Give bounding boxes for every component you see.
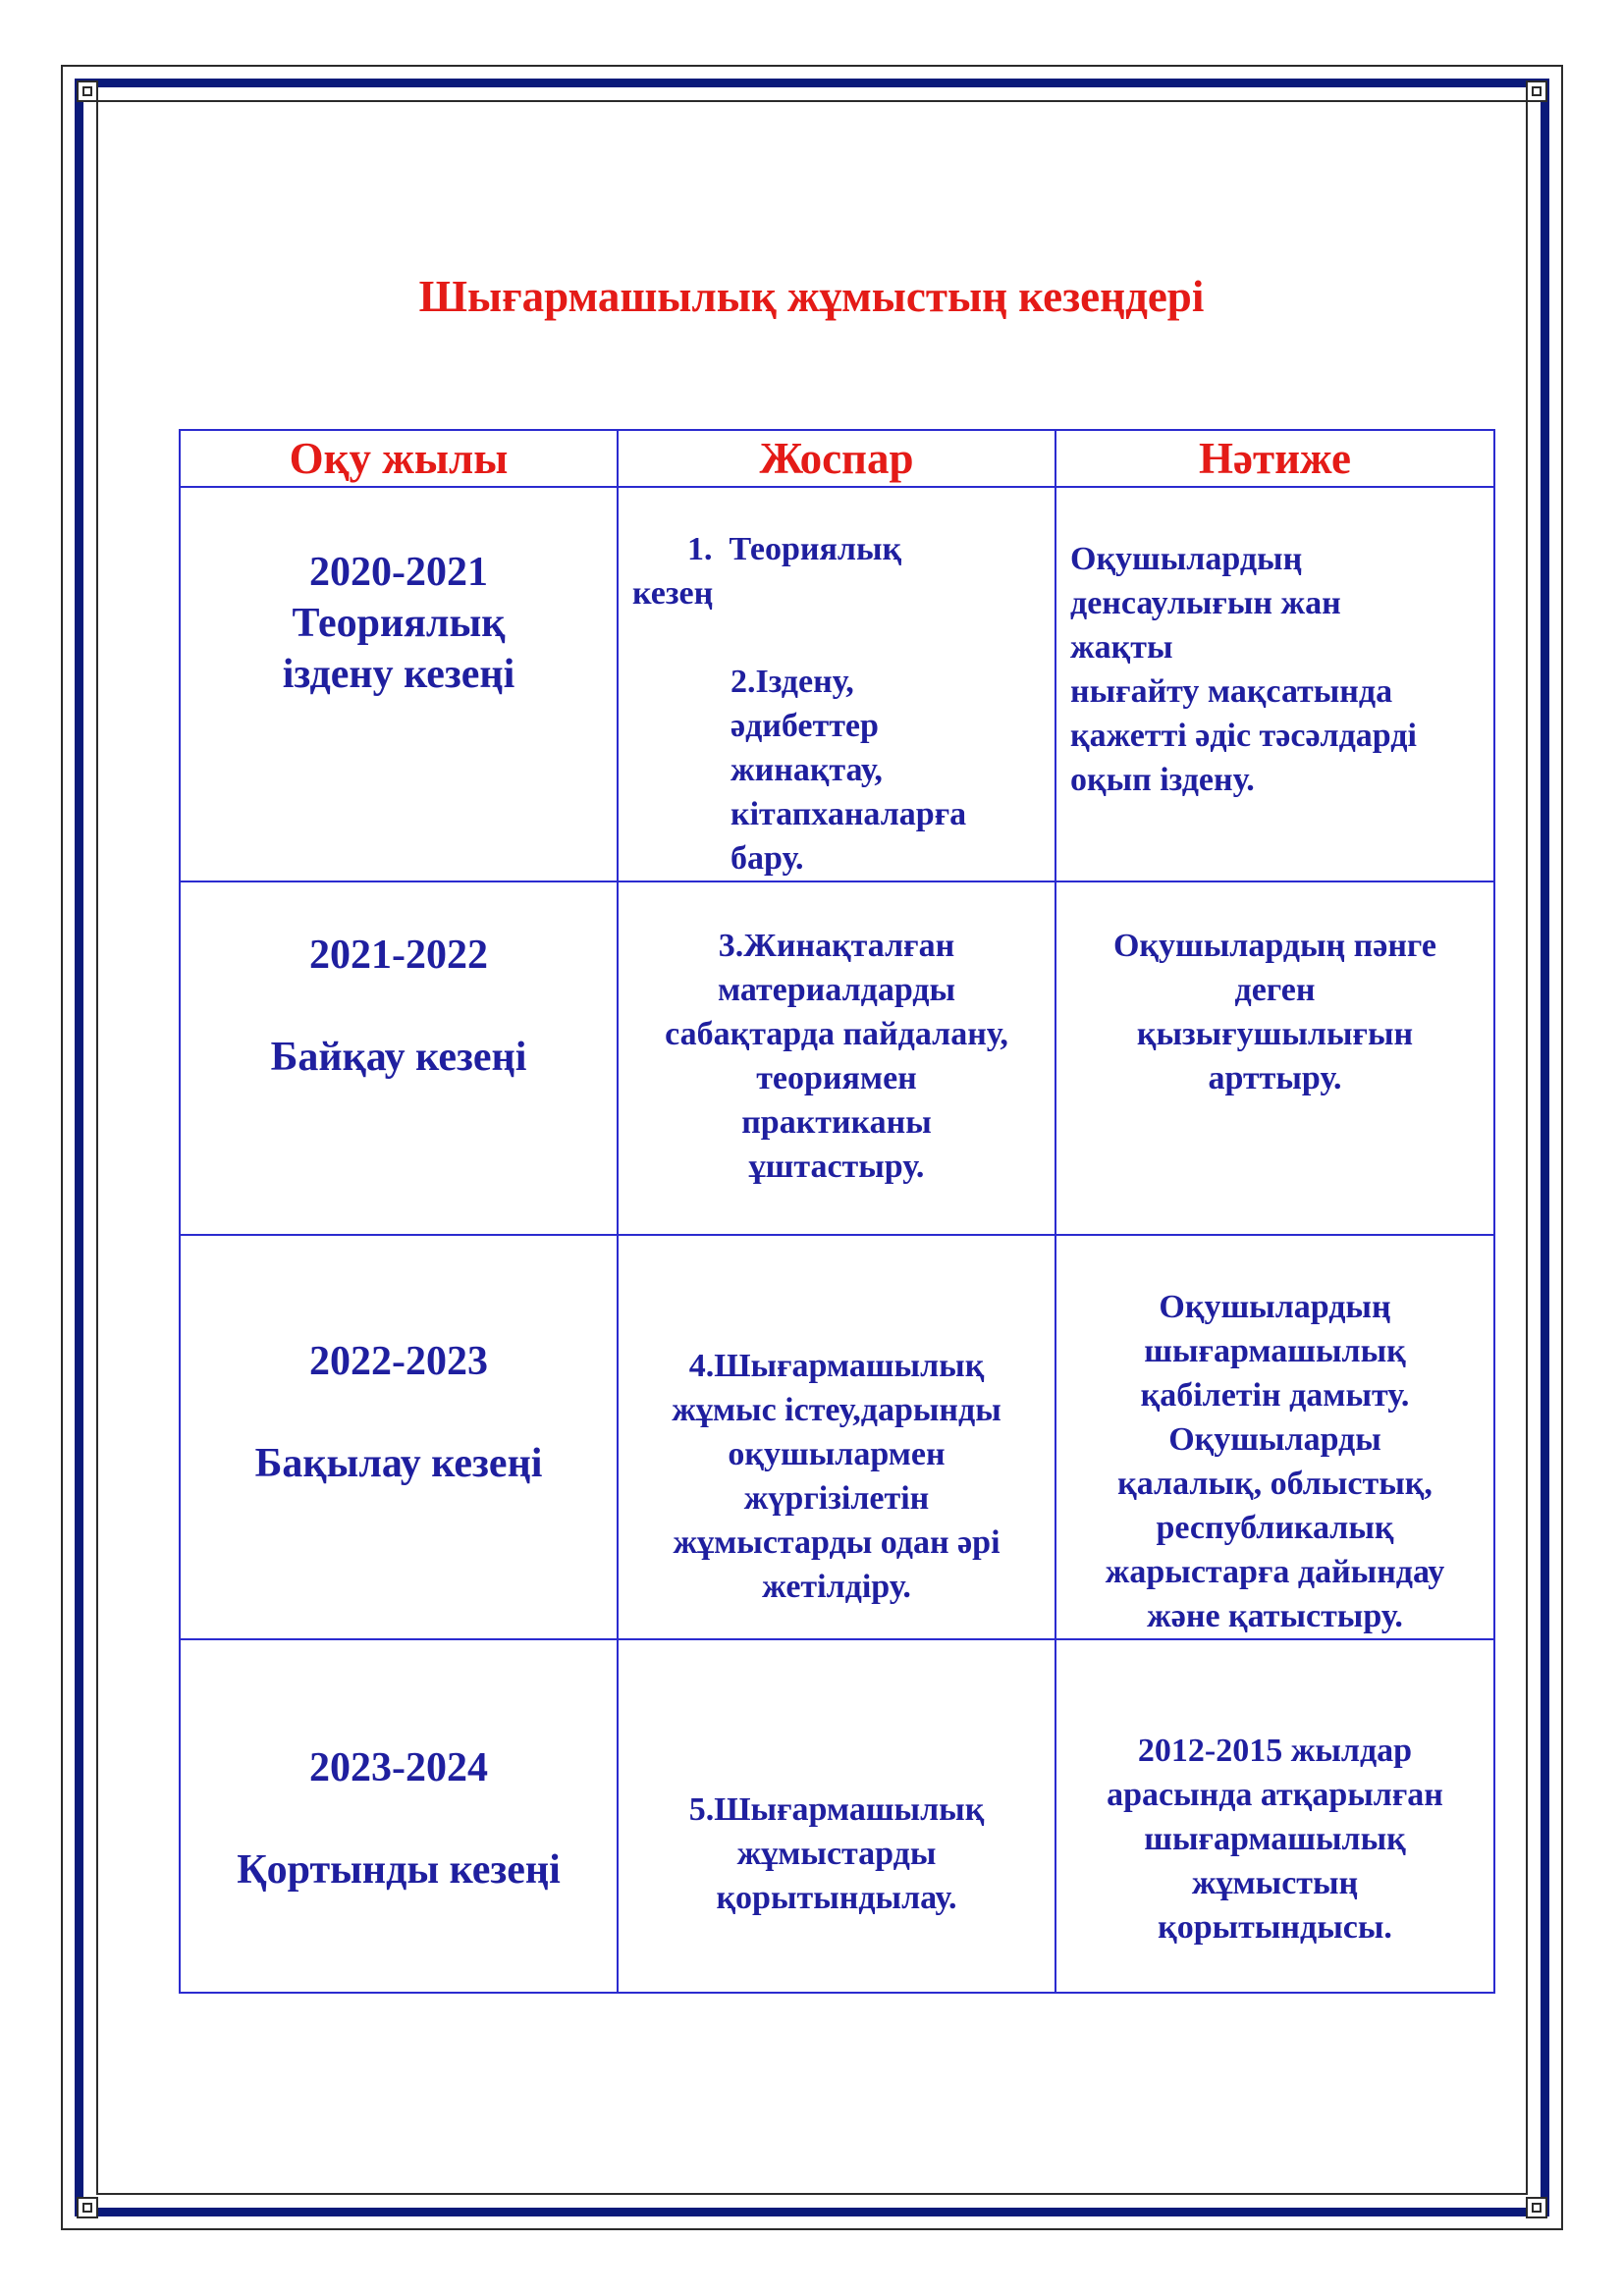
plan-line: 3.Жинақталған: [718, 928, 955, 964]
result-line: 2012-2015 жылдар: [1137, 1733, 1413, 1769]
plan-line: бару.: [730, 840, 804, 877]
result-line: және қатыстыру.: [1147, 1598, 1403, 1634]
year-cell: [180, 1639, 618, 1993]
stage-label: Теориялық: [292, 601, 506, 646]
header-result: Нәтиже: [1055, 430, 1494, 487]
plan-item-number: 1.: [687, 531, 713, 567]
year-label: 2020-2021: [309, 550, 488, 595]
plan-line: оқушылармен: [728, 1436, 946, 1472]
table-header-row: [180, 430, 1494, 487]
stage-label: іздену кезеңі: [282, 652, 515, 697]
plan-cell: [618, 1639, 1055, 1993]
table-row: [180, 487, 1494, 881]
result-line: қабілетін дамыту.: [1140, 1377, 1410, 1414]
plan-item-text: кезең: [632, 575, 714, 612]
plan-line: 4.Шығармашылық: [688, 1348, 985, 1384]
plan-cell: [618, 881, 1055, 1235]
year-cell: [180, 1235, 618, 1639]
plan-line: жұмыстарды одан әрі: [673, 1524, 1001, 1561]
corner-ornament-icon: [1526, 80, 1547, 102]
stage-label: Бақылау кезеңі: [254, 1441, 543, 1486]
result-cell: [1055, 1235, 1494, 1639]
table-row: [180, 881, 1494, 1235]
result-line: жарыстарға дайындау: [1105, 1554, 1445, 1590]
result-line: Оқушыларды: [1168, 1421, 1381, 1458]
result-line: республикалық: [1156, 1510, 1394, 1546]
plan-line: жұмыстарды: [736, 1836, 937, 1872]
year-cell: [180, 487, 618, 881]
plan-cell: [618, 487, 1055, 881]
result-line: денсаулығын жан: [1070, 585, 1341, 621]
plan-line: материалдарды: [717, 972, 956, 1008]
plan-line: 5.Шығармашылық: [688, 1791, 985, 1828]
result-cell: [1055, 881, 1494, 1235]
stage-label: Қортынды кезеңі: [237, 1847, 561, 1893]
stages-table: [179, 429, 1495, 1994]
result-cell: [1055, 1639, 1494, 1993]
plan-line: практиканы: [741, 1104, 932, 1141]
plan-item: [730, 660, 1041, 881]
result-line: шығармашылық: [1144, 1821, 1406, 1857]
result-line: оқып іздену.: [1070, 762, 1255, 798]
result-line: шығармашылық: [1144, 1333, 1406, 1369]
table-row: [180, 1639, 1494, 1993]
plan-line: жетілдіру.: [762, 1569, 911, 1605]
plan-line: жинақтау,: [730, 752, 883, 788]
result-line: Оқушылардың пәнге: [1112, 928, 1436, 964]
header-plan: Жоспар: [618, 430, 1055, 487]
plan-item-text: Теориялық: [729, 531, 902, 567]
plan-line: ұштастыру.: [748, 1148, 925, 1185]
result-line: қажетті әдіс тәсәлдарді: [1070, 718, 1417, 754]
year-label: 2022-2023: [309, 1339, 488, 1384]
result-line: жұмыстың: [1191, 1865, 1359, 1901]
stage-label: Байқау кезеңі: [270, 1035, 527, 1080]
plan-line: кітапханаларға: [730, 796, 967, 832]
table-row: [180, 1235, 1494, 1639]
year-label: 2023-2024: [309, 1745, 488, 1790]
plan-line: жүргізілетін: [743, 1480, 930, 1517]
plan-line: теориямен: [756, 1060, 917, 1096]
plan-line: қорытындылау.: [716, 1880, 957, 1916]
year-cell: [180, 881, 618, 1235]
corner-ornament-icon: [1526, 2197, 1547, 2218]
corner-ornament-icon: [77, 80, 98, 102]
plan-line: жұмыс істеу,дарынды: [672, 1392, 1001, 1428]
result-line: арасында атқарылған: [1107, 1777, 1443, 1813]
header-year: Оқу жылы: [180, 430, 618, 487]
result-line: қалалық, облыстық,: [1117, 1466, 1433, 1502]
result-line: арттыру.: [1208, 1060, 1342, 1096]
result-line: деген: [1234, 972, 1316, 1008]
year-label: 2021-2022: [309, 933, 488, 978]
plan-line: сабақтарда пайдалану,: [665, 1016, 1008, 1052]
result-line: қызығушылығын: [1136, 1016, 1414, 1052]
result-line: қорытындысы.: [1158, 1909, 1392, 1946]
plan-cell: [618, 1235, 1055, 1639]
plan-item: [632, 527, 1041, 571]
result-cell: [1055, 487, 1494, 881]
result-line: Оқушылардың: [1159, 1289, 1391, 1325]
result-line: нығайту мақсатында: [1070, 673, 1393, 710]
corner-ornament-icon: [77, 2197, 98, 2218]
result-line: Оқушылардың: [1070, 541, 1303, 577]
page-title: Шығармашылық жұмыстың кезеңдері: [418, 272, 1205, 321]
plan-line: 2.Іздену,: [730, 664, 854, 700]
result-line: жақты: [1070, 629, 1173, 666]
plan-line: әдибеттер: [730, 708, 879, 744]
